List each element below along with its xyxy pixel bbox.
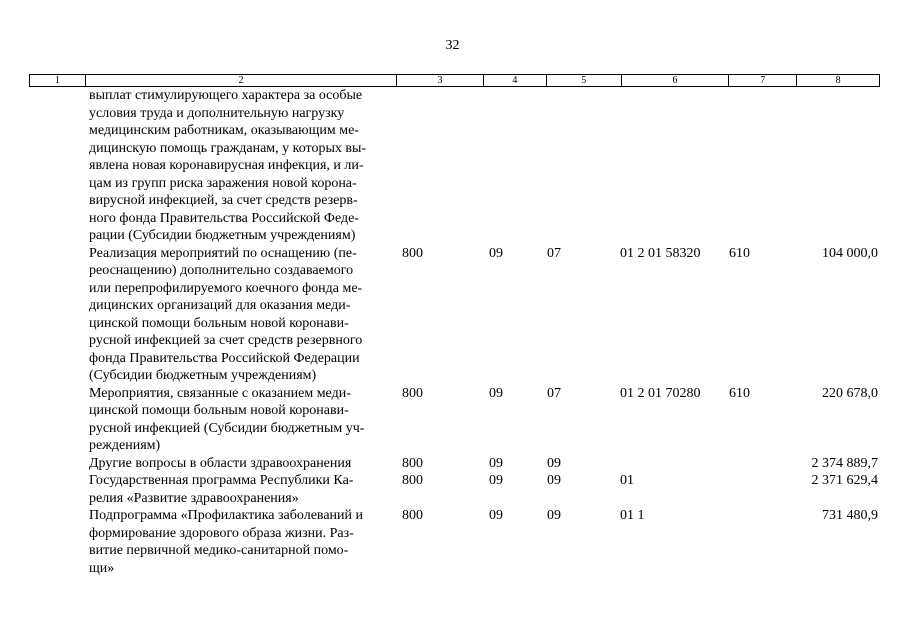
cell-prz: 09 [547,473,561,488]
description-line: русной инфекцией за счет средств резервного [89,333,363,348]
cell-gr: 800 [402,473,423,488]
row-description [89,385,394,455]
cell-rz: 09 [489,508,503,523]
description-line: явлена новая коронавирусная инфекция, и ли- [89,158,364,173]
table-row [29,245,880,385]
cell-vr: 610 [729,385,750,401]
description-line: условия труда и дополнительную нагрузку [89,105,345,121]
cell-cs: 01 2 01 58320 [620,245,701,261]
cell-sum: 731 480,9 [822,508,878,523]
description-line: щи» [89,560,115,576]
cell-gr: 800 [402,245,423,261]
cell-rz: 09 [489,455,503,471]
description-line: цинской помощи больным новой коронави- [89,403,349,418]
header-col-7: 7 [729,75,797,86]
description-line: реждениям) [89,438,161,453]
header-col-5: 5 [547,75,622,86]
cell-prz: 07 [547,245,561,261]
cell-cs: 01 1 [620,508,645,523]
header-col-3: 3 [397,75,484,86]
row-description [89,472,394,507]
table-row [29,472,880,507]
description-line: (Субсидии бюджетным учреждениям) [89,368,317,383]
cell-prz: 09 [547,508,561,523]
description-line: русной инфекцией (Субсидии бюджетным уч- [89,420,365,436]
cell-gr: 800 [402,455,423,471]
header-col-4: 4 [484,75,547,86]
cell-rz: 09 [489,385,503,401]
description-line: фонда Правительства Российской Федерации [89,350,360,366]
table-header [29,74,880,87]
description-line: рации (Субсидии бюджетным учреждениям) [89,228,356,243]
table-row [29,455,880,473]
description-line: релия «Развитие здравоохранения» [89,490,299,506]
header-col-2: 2 [86,75,397,86]
row-description [89,245,394,385]
table-body [29,87,880,577]
row-description [89,87,394,245]
description-line: Другие вопросы в области здравоохранения [89,455,352,471]
cell-sum: 2 374 889,7 [811,455,878,471]
row-description [89,507,394,577]
cell-gr: 800 [402,385,423,401]
description-line: цам из групп риска заражения новой корона- [89,175,357,191]
description-line: дицинских организаций для оказания меди- [89,298,351,313]
description-line: выплат стимулирующего характера за особые [89,88,363,103]
description-line: вирусной инфекцией, за счет средств резерв- [89,193,358,208]
cell-sum: 104 000,0 [822,245,878,261]
description-line: витие первичной медико-санитарной помо- [89,543,349,558]
cell-cs: 01 [620,473,634,488]
description-line: или перепрофилируемого коечного фонда ме- [89,280,363,296]
cell-prz: 07 [547,385,561,401]
cell-vr: 610 [729,245,750,261]
description-line: формирование здорового образа жизни. Раз- [89,525,354,541]
cell-rz: 09 [489,245,503,261]
description-line: цинской помощи больным новой коронави- [89,315,349,331]
description-line: ного фонда Правительства Российской Феде- [89,210,359,226]
cell-gr: 800 [402,508,423,523]
description-line: медицинским работникам, оказывающим ме- [89,123,359,138]
header-col-8: 8 [835,75,841,86]
cell-sum: 2 371 629,4 [811,473,878,488]
cell-sum: 220 678,0 [822,385,878,401]
cell-cs: 01 2 01 70280 [620,385,701,401]
description-line: Подпрограмма «Профилактика заболеваний и [89,508,364,523]
table-row [29,385,880,455]
table-row [29,507,880,577]
cell-rz: 09 [489,473,503,488]
description-line: Реализация мероприятий по оснащению (пе- [89,245,357,261]
header-col-1: 1 [30,75,86,86]
cell-prz: 09 [547,455,561,471]
header-col-6: 6 [622,75,730,86]
description-line: Государственная программа Республики Ка- [89,473,354,488]
description-line: Мероприятия, связанные с оказанием меди- [89,385,351,401]
page-number: 32 [445,38,460,53]
description-line: реоснащению) дополнительно создаваемого [89,263,354,278]
description-line: дицинскую помощь гражданам, у которых вы- [89,140,367,156]
row-description [89,455,394,473]
table-row [29,87,880,245]
